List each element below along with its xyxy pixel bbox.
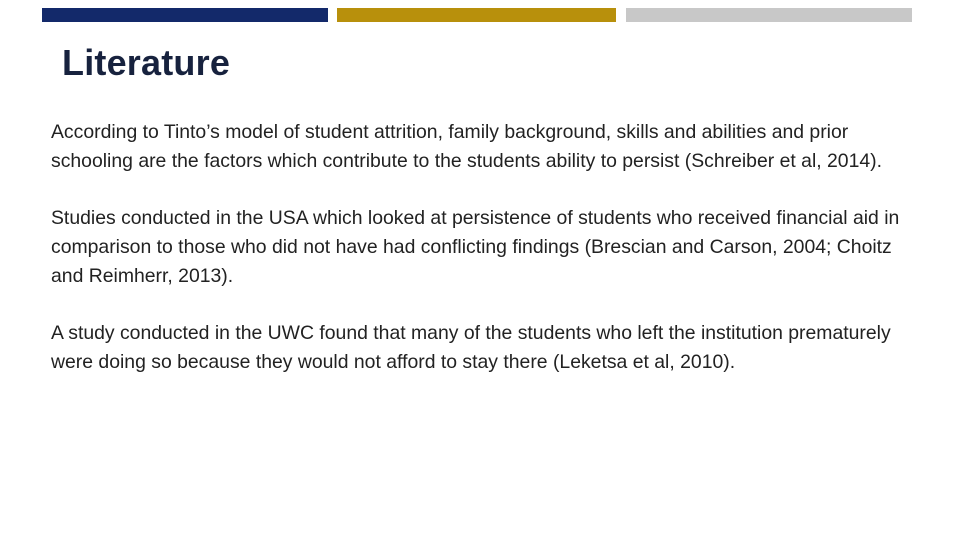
accent-bar-gray: [626, 8, 912, 22]
paragraph-uwc-study: A study conducted in the UWC found that many of the students who left the institution prematurely were doing so because they would not afford to stay there (Leketsa et al, 2010).: [51, 322, 891, 373]
slide-body: [51, 118, 921, 405]
paragraph-tinto-model: According to Tinto’s model of student attrition, family background, skills and abilities and prior schooling are the factors which contribute to the students ability to persist (Schreiber et al, 2014).: [51, 121, 883, 172]
accent-bar-gold: [337, 8, 616, 22]
accent-bar-navy: [42, 8, 328, 22]
slide-title: Literature: [62, 42, 231, 83]
paragraph-usa-studies: Studies conducted in the USA which looked at persistence of students who received financial aid in comparison to those who did not have had conflicting findings (Brescian and Carson, 2004; Choitz and Reimherr, 2013).: [51, 207, 900, 287]
